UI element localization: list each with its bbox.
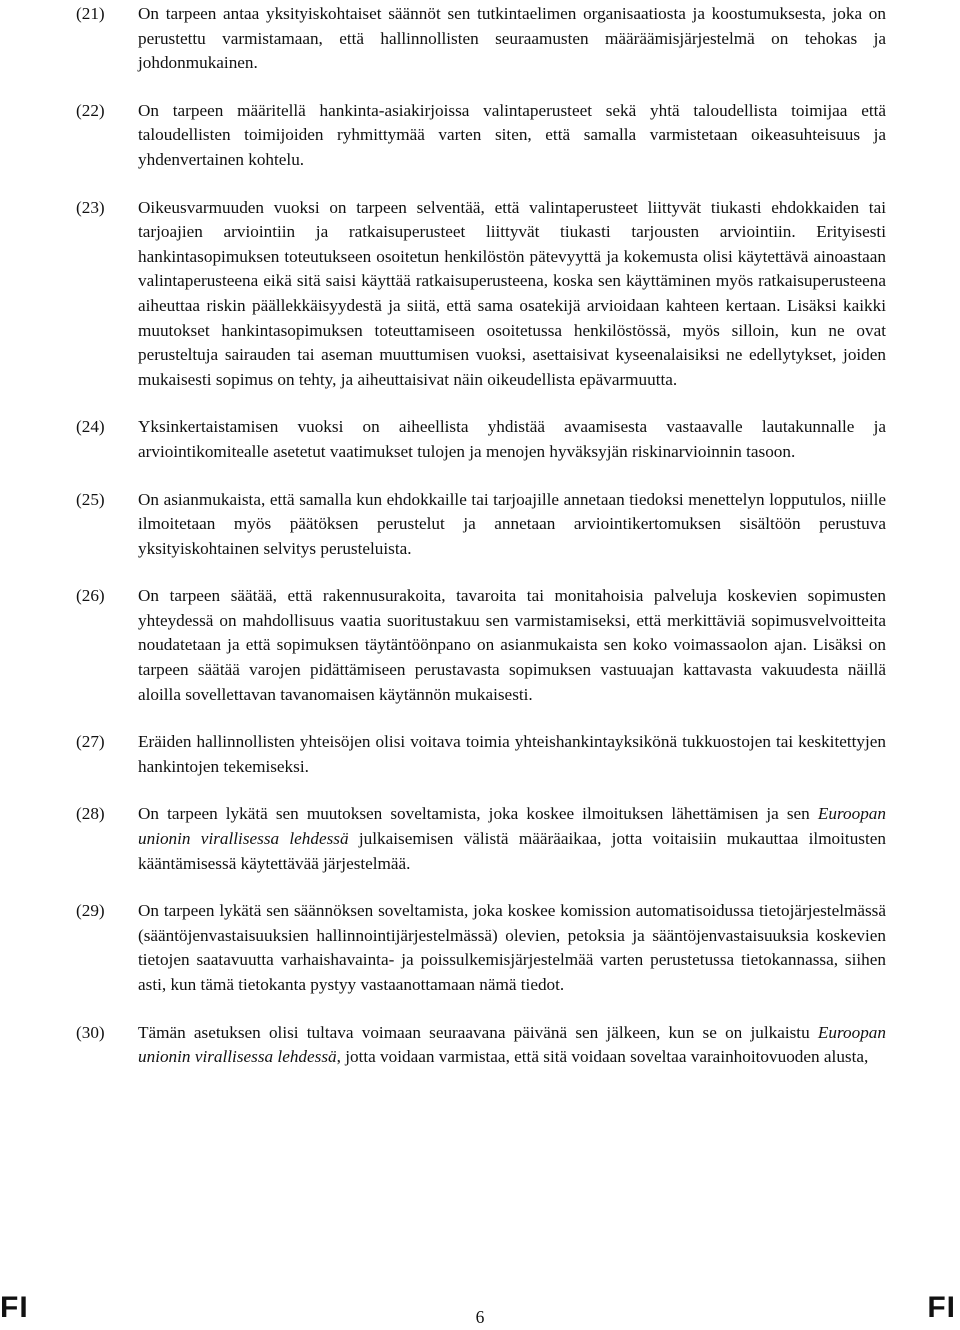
footer-language-code-right: FI [927, 1291, 956, 1324]
recital-number: (21) [76, 4, 105, 23]
recital-26 [76, 584, 886, 707]
recital-27 [76, 730, 886, 779]
recital-text-part: Tämän asetuksen olisi tultava voimaan seuraavana päivänä sen jälkeen, kun se on julkaistu [138, 1022, 818, 1042]
recital-28 [76, 802, 886, 876]
recital-number: (27) [76, 732, 105, 752]
journal-title: Euroopan unionin virallisessa lehdessä [138, 1022, 886, 1067]
recital-25 [76, 488, 886, 562]
recital-30 [76, 1021, 886, 1070]
recital-text: On tarpeen säätää, että rakennusurakoita, tavaroita tai monitahoisia palveluja koskevien sopimusten yhteydessä on mahdollisuus vaatia suoritustakuu sen varmistamiseksi, että merkittäviä sopimusvelvoitteita noudatetaan ja että sopimuksen täytäntöönpano on asianmukaista sen koko voimassaolon ajan. Lisäksi on tarpeen säätää varojen pidättämiseen perustavasta sopimuksen vastuuajan kattavasta vakuudesta näillä aloilla sovellettavan tavanomaisen käytännön mukaisesti. [138, 586, 886, 704]
recital-text: On tarpeen antaa yksityiskohtaiset säännöt sen tutkintaelimen organisaatiosta ja koostumuksesta, joka on perustettu varmistamaan, että hallinnollisten seuraamusten määräämisjärjestelmä on tehokas ja johdonmukainen. [138, 4, 886, 73]
recital-24 [76, 415, 886, 464]
recital-number: (30) [76, 1022, 105, 1042]
recital-number: (25) [76, 489, 105, 509]
footer-language-code-left: FI [0, 1291, 29, 1324]
recital-22 [76, 99, 886, 173]
journal-title: Euroopan unionin virallisessa lehdessä [138, 804, 886, 849]
recital-number: (22) [76, 100, 105, 120]
recital-text: Oikeusvarmuuden vuoksi on tarpeen selventää, että valintaperusteet liittyvät tiukasti ehdokkaiden tai tarjoajien arviointiin ja ratkaisuperusteet liittyvät tiukasti tarjousten arviointiin. Erityisesti hankintasopimuksen toteutukseen osoitetun henkilöstön pätevyyttä ja kokemusta olisi käytettävä ainoastaan valintaperusteena eikä sitä saisi käyttää ratkaisuperusteena, koska sen käyttäminen myös ratkaisuperusteena aiheuttaa riskin päällekkäisyydestä ja siitä, että sama osatekijä arvioidaan kahteen kertaan. Lisäksi kaikki muutokset hankintasopimuksen toteuttamiseen osoitetussa henkilöstössä, myös silloin, kun ne ovat perusteltuja sairauden tai aseman muuttumisen vuoksi, asettaisivat kyseenalaisiksi ne edellytykset, joiden mukaisesti sopimus on tehty, ja aiheuttaisivat näin oikeudellista epävarmuutta. [138, 197, 886, 389]
recital-23 [76, 196, 886, 393]
recital-number: (23) [76, 197, 105, 217]
recital-text-part: On tarpeen lykätä sen muutoksen soveltamista, joka koskee ilmoituksen lähettämisen ja sen [138, 804, 818, 824]
recital-number: (28) [76, 804, 105, 824]
recital-21 [76, 2, 886, 76]
recital-29 [76, 899, 886, 997]
recital-number: (24) [76, 417, 105, 437]
page-number: 6 [475, 1307, 485, 1327]
recital-text-part: julkaisemisen välistä määräaikaa, jotta voitaisiin mukauttaa ilmoitusten kääntämisessä käytettävää järjestelmää. [138, 829, 886, 873]
recital-text-part: , jotta voidaan varmistaa, että sitä voidaan soveltaa varainhoitovuoden alusta, [336, 1047, 869, 1067]
recital-number: (29) [76, 901, 105, 921]
recital-text: Yksinkertaistamisen vuoksi on aiheellista yhdistää avaamisesta vastaavalle lautakunnalle ja arviointikomitealle asetetut vaatimukset tulojen ja menojen hyväksyjän riskinarvioinnin tasoon. [138, 417, 886, 461]
recital-text [138, 802, 886, 876]
recital-number: (26) [76, 586, 105, 606]
recital-text: On tarpeen lykätä sen säännöksen soveltamista, joka koskee komission automatisoidussa tietojärjestelmässä (sääntöjenvastaisuuksien hallinnointijärjestelmässä) olevien, petoksia ja sääntöjenvastaisuuksia koskevien tietojen saatavuutta varhaishavainta- ja poissulkemisjärjestelmää varten perustetussa tietokannassa, siihen asti, kun tämä tietokanta pystyy vastaanottamaan nämä tiedot. [138, 901, 886, 994]
recital-text: Eräiden hallinnollisten yhteisöjen olisi voitava toimia yhteishankintayksikönä tukkuostojen tai keskitettyjen hankintojen tekemiseksi. [138, 732, 886, 776]
recitals-list [76, 2, 886, 1070]
recital-text: On asianmukaista, että samalla kun ehdokkaille tai tarjoajille annetaan tiedoksi menettelyn lopputulos, niille ilmoitetaan myös päätöksen perustelut ja annetaan arviointikertomuksen sisältöön perustuva yksityiskohtainen selvitys perusteluista. [138, 489, 886, 558]
recital-text: On tarpeen määritellä hankinta-asiakirjoissa valintaperusteet sekä yhtä taloudellista toimijaa että taloudellisten toimijoiden ryhmittymää varten siten, että samalla varmistetaan oikeasuhteisuus ja yhdenvertainen kohtelu. [138, 100, 886, 169]
recital-text [138, 1021, 886, 1070]
